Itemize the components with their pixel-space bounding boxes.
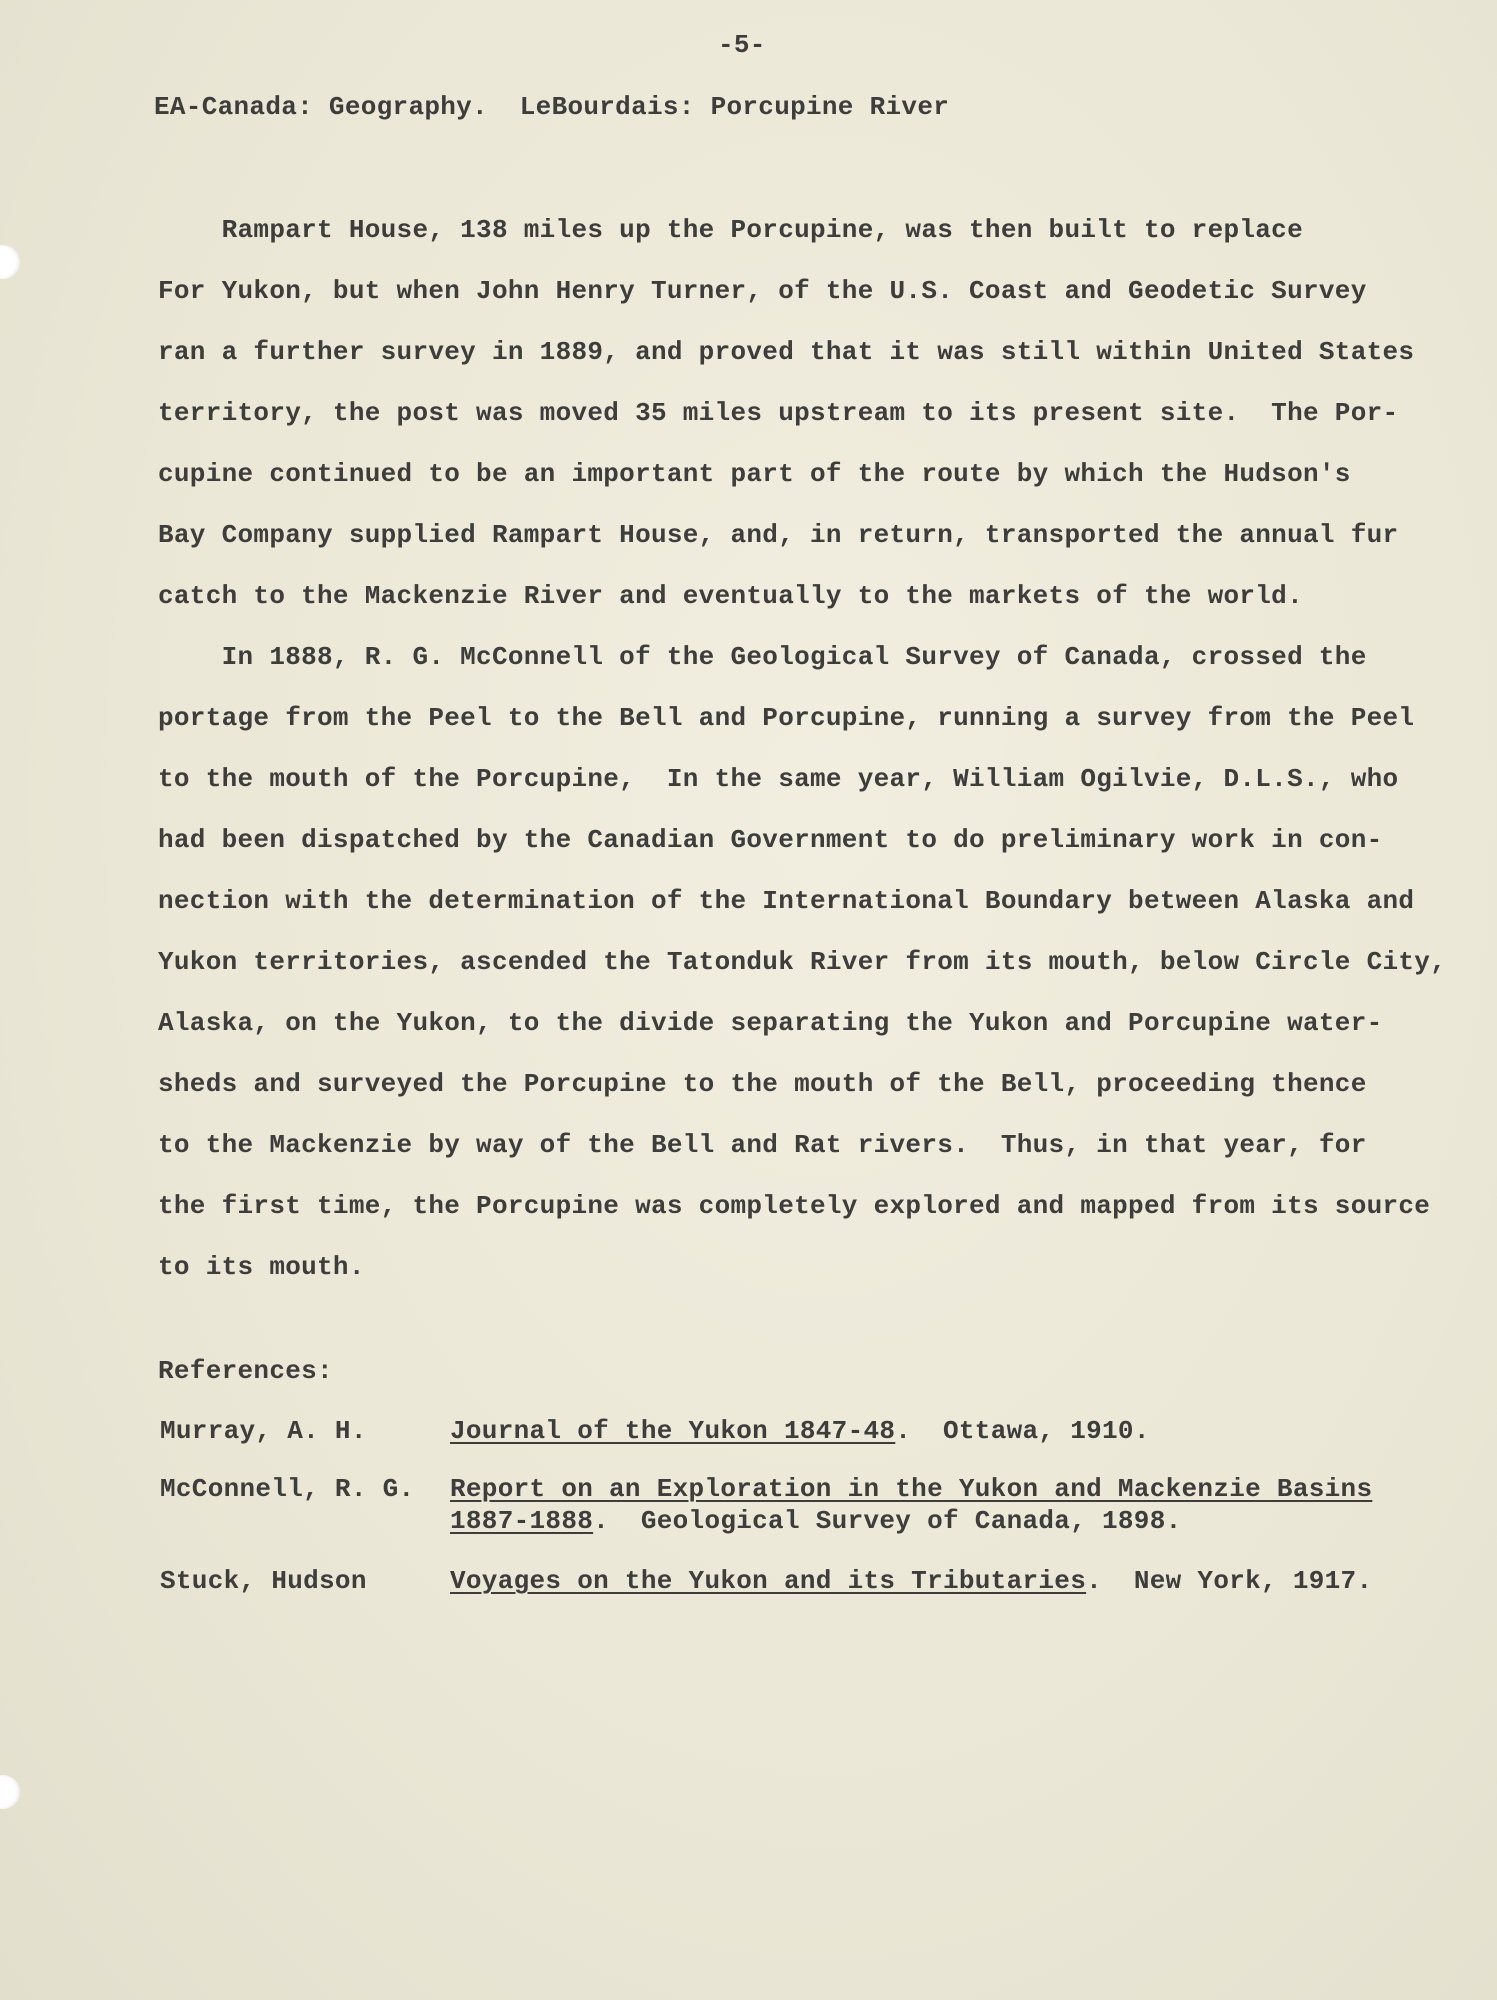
text-line: to the Mackenzie by way of the Bell and Rat rivers. Thus, in that year, for	[158, 1130, 1367, 1160]
reference-citation	[450, 1416, 1150, 1446]
text-line: had been dispatched by the Canadian Government to do preliminary work in con-	[158, 825, 1383, 855]
text-line: portage from the Peel to the Bell and Porcupine, running a survey from the Peel	[158, 703, 1415, 733]
text-line: cupine continued to be an important part of the route by which the Hudson's	[158, 459, 1351, 489]
reference-publication: . New York, 1917.	[1086, 1566, 1373, 1596]
reference-publication: . Ottawa, 1910.	[895, 1416, 1150, 1446]
reference-author: Murray, A. H.	[160, 1416, 367, 1446]
reference-title-cont: 1887-1888	[450, 1506, 594, 1536]
text-line: Yukon territories, ascended the Tatonduk River from its mouth, below Circle City,	[158, 947, 1447, 977]
text-line: territory, the post was moved 35 miles upstream to its present site. The Por-	[158, 398, 1399, 428]
punch-hole	[0, 1775, 20, 1809]
text-line: In 1888, R. G. McConnell of the Geological Survey of Canada, crossed the	[158, 642, 1367, 672]
text-line: the first time, the Porcupine was completely explored and mapped from its source	[158, 1191, 1431, 1221]
text-line: Alaska, on the Yukon, to the divide separating the Yukon and Porcupine water-	[158, 1008, 1383, 1038]
reference-citation	[450, 1566, 1372, 1596]
text-line: ran a further survey in 1889, and proved that it was still within United States	[158, 337, 1415, 367]
punch-hole	[0, 245, 20, 279]
reference-author: Stuck, Hudson	[160, 1566, 367, 1596]
text-line: nection with the determination of the International Boundary between Alaska and	[158, 886, 1415, 916]
reference-citation-cont	[450, 1506, 1182, 1536]
text-line: For Yukon, but when John Henry Turner, of the U.S. Coast and Geodetic Survey	[158, 276, 1367, 306]
reference-title: Journal of the Yukon 1847-48	[450, 1416, 896, 1446]
text-line: to its mouth.	[158, 1252, 365, 1282]
reference-title: Voyages on the Yukon and its Tributaries	[450, 1566, 1087, 1596]
reference-publication: . Geological Survey of Canada, 1898.	[593, 1506, 1182, 1536]
document-header: EA-Canada: Geography. LeBourdais: Porcupine River	[154, 92, 950, 122]
page-number: -5-	[718, 30, 766, 60]
text-line: Bay Company supplied Rampart House, and, in return, transported the annual fur	[158, 520, 1399, 550]
references-heading: References:	[158, 1356, 333, 1386]
text-line: catch to the Mackenzie River and eventually to the markets of the world.	[158, 581, 1303, 611]
text-line: Rampart House, 138 miles up the Porcupine, was then built to replace	[158, 215, 1303, 245]
reference-title: Report on an Exploration in the Yukon and Mackenzie Basins	[450, 1474, 1373, 1504]
reference-author: McConnell, R. G.	[160, 1474, 415, 1504]
text-line: to the mouth of the Porcupine, In the same year, William Ogilvie, D.L.S., who	[158, 764, 1399, 794]
reference-citation	[450, 1474, 1372, 1504]
text-line: sheds and surveyed the Porcupine to the mouth of the Bell, proceeding thence	[158, 1069, 1367, 1099]
